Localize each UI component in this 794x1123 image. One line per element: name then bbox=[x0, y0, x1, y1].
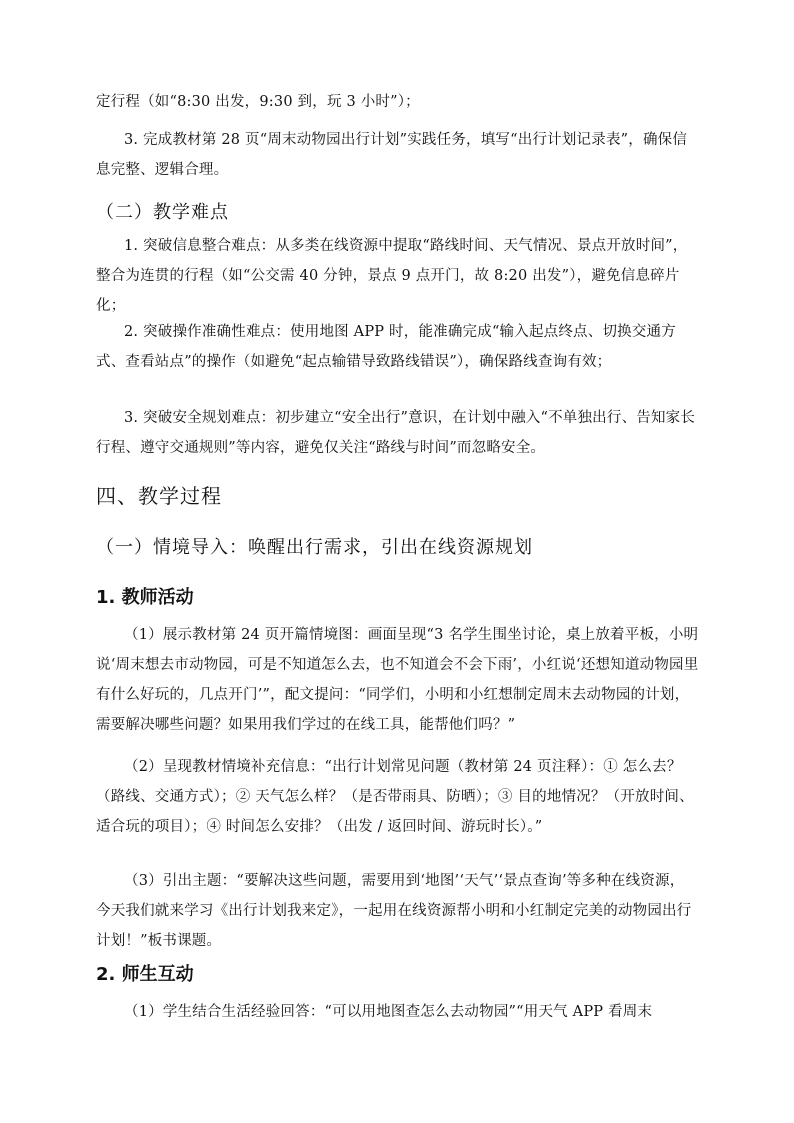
heading-teacher-student-interaction: 2. 师生互动 bbox=[96, 964, 194, 985]
paragraph-difficulty-2: 2. 突破操作准确性难点：使用地图 APP 时，能准确完成“输入起点终点、切换交通方式、查看站点”的操作（如避免“起点输错导致路线错误”），确保路线查询有效； bbox=[96, 324, 676, 370]
paragraph-teacher-1: （1）展示教材第 24 页开篇情境图：画面呈现“3 名学生围坐讨论，桌上放着平板，小明说‘周末想去市动物园，可是不知道怎么去，也不知道会不会下雨’，小红说‘还想知道动物园里有什么好玩的，几点开门’”，配文提问：“同学们，小明和小红想制定周末去动物园的计划，需要解决哪些问题？如果用我们学过的在线工具，能帮他们吗？” bbox=[96, 627, 699, 733]
heading-teacher-activity: 1. 教师活动 bbox=[96, 587, 194, 608]
paragraph-difficulty-3: 3. 突破安全规划难点：初步建立“安全出行”意识，在计划中融入“不单独出行、告知家长行程、遵守交通规则”等内容，避免仅关注“路线与时间”而忽略安全。 bbox=[96, 410, 696, 456]
paragraph-goal3: 3. 完成教材第 28 页“周末动物园出行计划”实践任务，填写“出行计划记录表”，确保信息完整、逻辑合理。 bbox=[96, 132, 688, 178]
paragraph-interaction-1: （1）学生结合生活经验回答：“可以用地图查怎么去动物园”“用天气 APP 看周末 bbox=[124, 1004, 653, 1020]
heading-situation-intro: （一）情境导入：唤醒出行需求，引出在线资源规划 bbox=[96, 537, 533, 558]
paragraph-difficulty-1: 1. 突破信息整合难点：从多类在线资源中提取“路线时间、天气情况、景点开放时间”，整合为连贯的行程（如“公交需 40 分钟，景点 9 点开门，故 8:20 出发”），避免信息碎片化； bbox=[96, 238, 688, 314]
paragraph-teacher-2: （2）呈现教材情境补充信息：“出行计划常见问题（教材第 24 页注释）：① 怎么去？（路线、交通方式）；② 天气怎么样？（是否带雨具、防晒）；③ 目的地情况？（开放时间、适合玩的项目）；④ 时间怎么安排？（出发 / 返回时间、游玩时长）。” bbox=[96, 759, 694, 835]
heading-teaching-difficulty: （二）教学难点 bbox=[96, 202, 229, 223]
paragraph-goal2-continuation: 定行程（如“8:30 出发，9:30 到，玩 3 小时”）； bbox=[96, 94, 420, 110]
paragraph-teacher-3: （3）引出主题：“要解决这些问题，需要用到‘地图’‘天气’‘景点查询’等多种在线资源，今天我们就来学习《出行计划我来定》，一起用在线资源帮小明和小红制定完美的动物园出行计划！”板书课题。 bbox=[96, 873, 692, 949]
heading-teaching-process: 四、教学过程 bbox=[96, 484, 222, 508]
